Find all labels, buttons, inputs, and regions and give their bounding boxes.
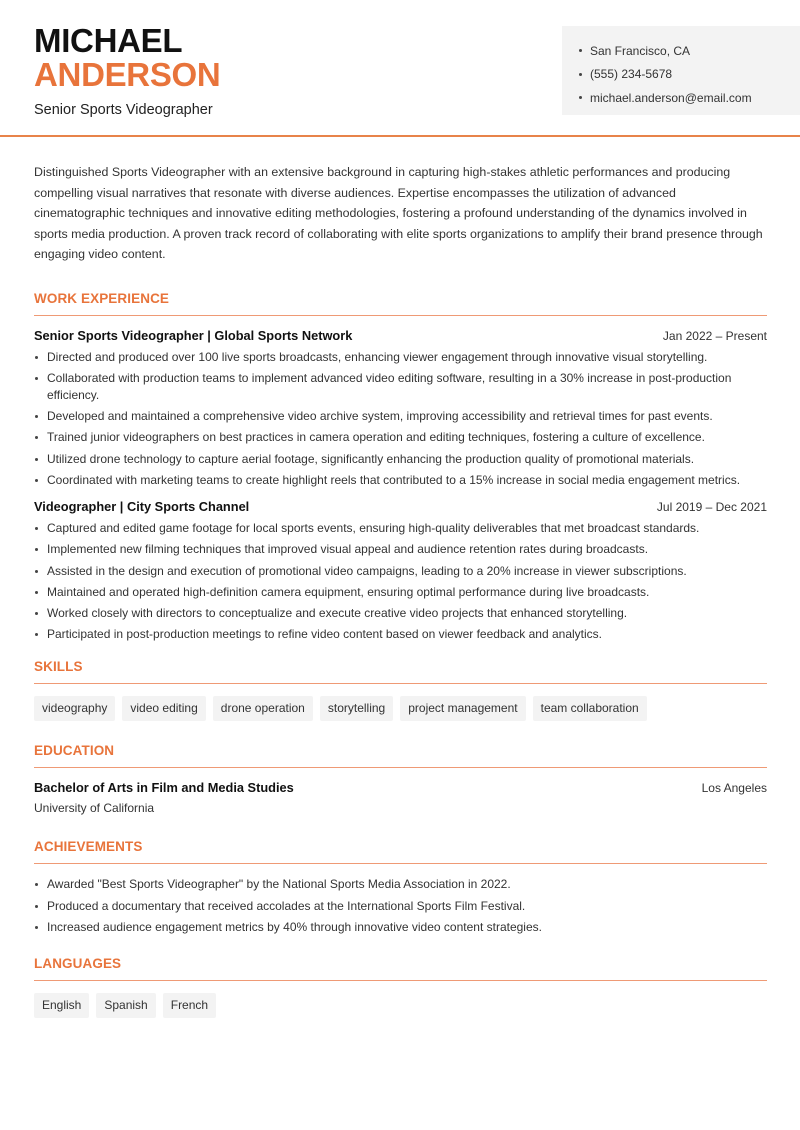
job-bullet: Captured and edited game footage for local sports events, ensuring high-quality deliverables that met broadcast standards.: [34, 520, 767, 537]
achievements-section: [34, 839, 767, 936]
achievement-item: Awarded "Best Sports Videographer" by the National Sports Media Association in 2022.: [34, 876, 767, 893]
skill-tag: videography: [34, 696, 115, 721]
section-title-work: WORK EXPERIENCE: [34, 291, 767, 316]
job-header: [34, 499, 767, 514]
job-role: Videographer | City Sports Channel: [34, 498, 250, 514]
achievement-item: Produced a documentary that received accolades at the International Sports Film Festival.: [34, 898, 767, 915]
contact-box: [562, 26, 800, 115]
skill-tag: storytelling: [320, 696, 393, 721]
resume-content: [34, 162, 767, 1018]
section-title-skills: SKILLS: [34, 659, 767, 684]
job-bullet: Directed and produced over 100 live sports broadcasts, enhancing viewer engagement through innovative visual storytelling.: [34, 349, 767, 366]
job-dates: Jul 2019 – Dec 2021: [656, 499, 767, 514]
skills-tags: [34, 696, 767, 721]
job-bullet: Assisted in the design and execution of promotional video campaigns, leading to a 20% increase in viewer subscriptions.: [34, 563, 767, 580]
language-tag: English: [34, 993, 89, 1018]
job-header: [34, 328, 767, 343]
skill-tag: video editing: [122, 696, 205, 721]
bullet-icon: [579, 73, 582, 76]
language-tag: French: [163, 993, 216, 1018]
job-bullets: [34, 520, 767, 643]
section-title-achievements: ACHIEVEMENTS: [34, 839, 767, 864]
skills-section: [34, 659, 767, 721]
bullet-icon: [579, 96, 582, 99]
resume-header: [0, 0, 800, 137]
job-bullet: Coordinated with marketing teams to create highlight reels that contributed to a 15% increase in social media engagement metrics.: [34, 472, 767, 489]
job-bullet: Utilized drone technology to capture aerial footage, significantly enhancing the production quality of promotional materials.: [34, 451, 767, 468]
achievement-item: Increased audience engagement metrics by 40% through innovative video content strategies.: [34, 919, 767, 936]
skill-tag: drone operation: [213, 696, 313, 721]
job-role: Senior Sports Videographer | Global Sports Network: [34, 327, 353, 343]
languages-section: [34, 956, 767, 1018]
education-header: [34, 780, 767, 795]
job-bullet: Developed and maintained a comprehensive video archive system, improving accessibility and retrieval times for past events.: [34, 408, 767, 425]
job-bullet: Implemented new filming techniques that improved visual appeal and audience retention rates during broadcasts.: [34, 541, 767, 558]
job-entry: [34, 328, 767, 489]
contact-email-text[interactable]: michael.anderson@email.com: [590, 90, 752, 105]
bullet-icon: [579, 49, 582, 52]
job-bullet: Participated in post-production meetings to refine video content based on viewer feedback and analytics.: [34, 626, 767, 643]
name-block: [34, 24, 220, 118]
job-bullet: Maintained and operated high-definition camera equipment, ensuring optimal performance during live broadcasts.: [34, 584, 767, 601]
section-title-languages: LANGUAGES: [34, 956, 767, 981]
contact-location-text: San Francisco, CA: [590, 43, 691, 58]
job-bullet: Trained junior videographers on best practices in camera operation and editing techniques, fostering a culture of excellence.: [34, 429, 767, 446]
job-dates: Jan 2022 – Present: [662, 328, 767, 343]
language-tag: Spanish: [96, 993, 155, 1018]
section-title-education: EDUCATION: [34, 743, 767, 768]
contact-phone: [579, 63, 800, 87]
education-degree: Bachelor of Arts in Film and Media Studies: [34, 780, 294, 796]
language-tags: [34, 993, 767, 1018]
skill-tag: project management: [400, 696, 525, 721]
work-experience-section: [34, 291, 767, 644]
job-bullet: Collaborated with production teams to implement advanced video editing software, resulting in a 30% increase in post-production efficiency.: [34, 370, 767, 404]
job-bullets: [34, 349, 767, 489]
job-entry: [34, 499, 767, 643]
skill-tag: team collaboration: [533, 696, 647, 721]
contact-phone-text: (555) 234-5678: [590, 67, 673, 82]
job-bullet: Worked closely with directors to conceptualize and execute creative video projects that enhanced storytelling.: [34, 605, 767, 622]
contact-location: [579, 39, 800, 63]
contact-email[interactable]: [579, 86, 800, 110]
education-location: Los Angeles: [701, 781, 767, 796]
last-name: ANDERSON: [34, 56, 221, 93]
first-name: MICHAEL: [34, 22, 183, 59]
summary-paragraph: Distinguished Sports Videographer with an extensive background in capturing high-stakes athletic performances and producing compelling visual narratives that resonate with diverse audiences. Expertise encompasses the utilization of advanced cinematographic techniques and innovative editing methodologies, fostering a profound understanding of the dynamics involved in sports media production. A proven track record of collaborating with elite sports organizations to amplify their brand presence through engaging video content.: [34, 165, 763, 261]
education-section: [34, 743, 767, 815]
education-school: University of California: [34, 801, 155, 816]
job-title: Senior Sports Videographer: [34, 102, 213, 118]
achievements-list: [34, 876, 767, 936]
